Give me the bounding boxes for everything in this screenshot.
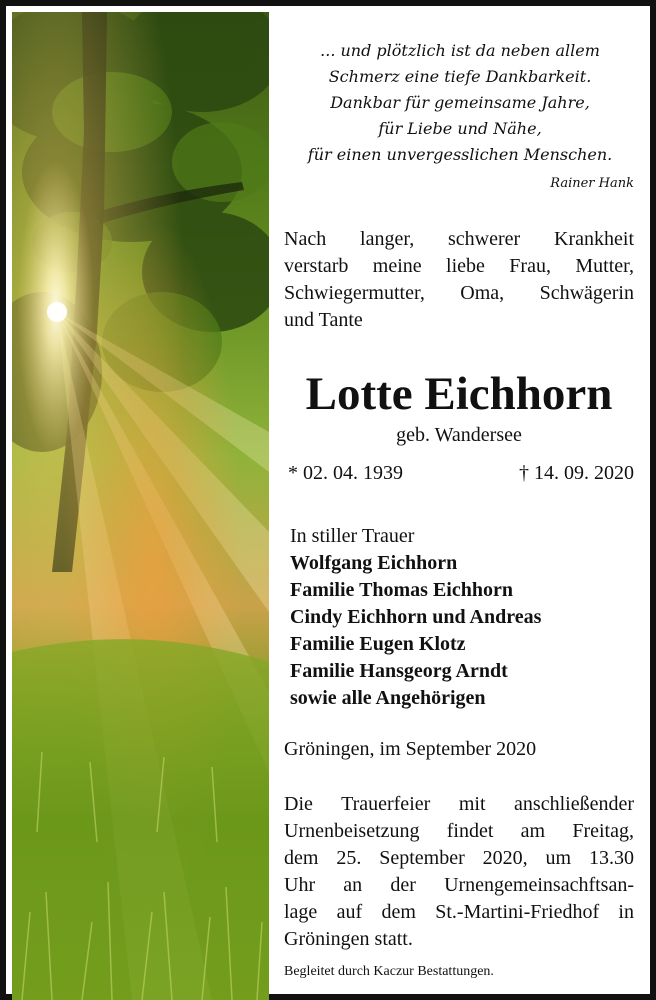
mourner-name: sowie alle Angehörigen — [290, 687, 486, 709]
mourner-name: Familie Eugen Klotz — [290, 633, 466, 655]
mourner-name: Familie Thomas Eichhorn — [290, 579, 513, 601]
funeral-line: Die Trauerfeier mit anschließender — [284, 793, 634, 815]
funeral-info — [284, 791, 634, 953]
quote-line: Dankbar für gemeinsame Jahre, — [330, 93, 590, 112]
intro-line: verstarb meine liebe Frau, Mutter, — [284, 255, 634, 277]
mourners-intro: In stiller Trauer — [290, 525, 415, 547]
obituary-text — [284, 12, 636, 1000]
deceased-name: Lotte Eichhorn — [305, 368, 613, 420]
quote-line: für einen unvergesslichen Menschen. — [307, 145, 613, 164]
memorial-quote — [284, 38, 636, 168]
death-date: † 14. 09. 2020 — [519, 462, 634, 484]
intro-line: und Tante — [284, 309, 363, 331]
mourner-name: Wolfgang Eichhorn — [290, 552, 458, 574]
undertaker-credit: Begleitet durch Kaczur Bestattungen. — [284, 964, 494, 979]
maiden-name: geb. Wandersee — [396, 424, 522, 446]
funeral-line: Gröningen statt. — [284, 928, 413, 950]
mourner-name: Familie Hansgeorg Arndt — [290, 660, 508, 682]
funeral-line: lage auf dem St.-Martini-Friedhof in — [284, 901, 634, 923]
mourner-name: Cindy Eichhorn und Andreas — [290, 606, 542, 628]
funeral-line: Uhr an der Urnengemeinsachftsan- — [284, 874, 634, 896]
birth-date: * 02. 04. 1939 — [288, 462, 403, 484]
funeral-line: Urnenbeisetzung findet am Freitag, — [284, 820, 634, 842]
funeral-line: dem 25. September 2020, um 13.30 — [284, 847, 634, 869]
mourners-list — [290, 523, 541, 712]
forest-sunbeam-photo — [12, 12, 269, 1000]
quote-line: für Liebe und Nähe, — [378, 119, 542, 138]
quote-author: Rainer Hank — [550, 176, 634, 191]
quote-line: ... und plötzlich ist da neben allem — [320, 41, 600, 60]
intro-line: Schwiegermutter, Oma, Schwägerin — [284, 282, 634, 304]
place-date: Gröningen, im September 2020 — [284, 738, 537, 760]
intro-text — [284, 226, 634, 334]
quote-line: Schmerz eine tiefe Dankbarkeit. — [328, 67, 592, 86]
intro-line: Nach langer, schwerer Krankheit — [284, 228, 634, 250]
